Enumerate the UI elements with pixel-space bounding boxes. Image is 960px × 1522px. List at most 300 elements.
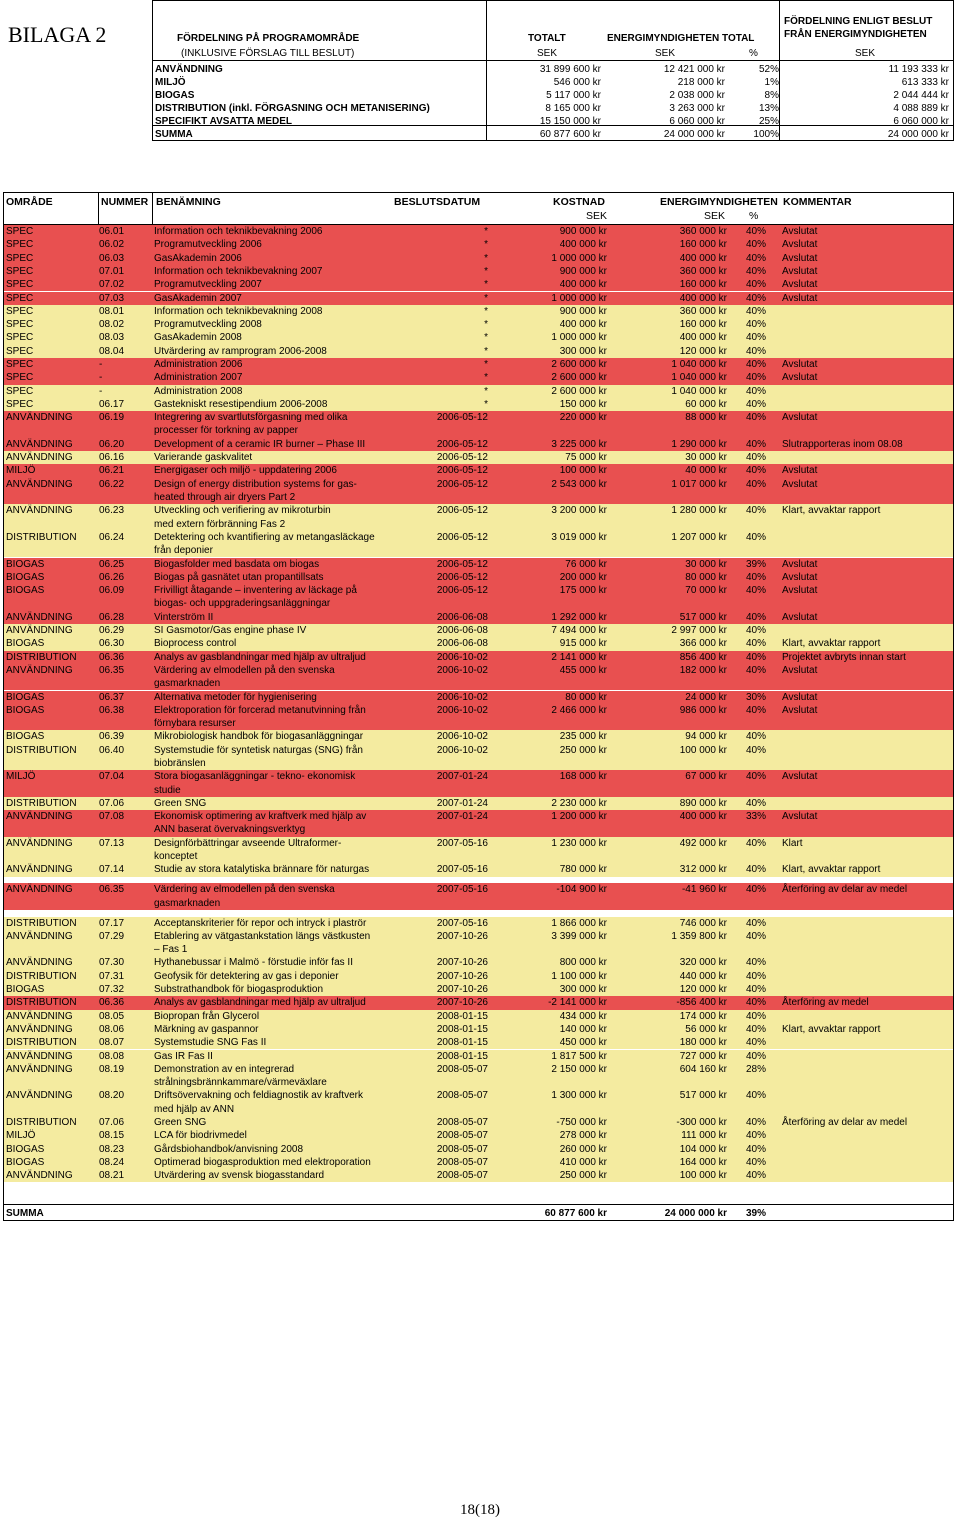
- table-row: [4, 1036, 953, 1049]
- row-energi: 400 000 kr: [679, 332, 727, 344]
- row-kostnad: 1 000 000 kr: [551, 252, 607, 264]
- summary-row-total: 8 165 000 kr: [545, 103, 601, 114]
- row-omrade: ANVÄNDNING: [6, 957, 73, 969]
- row-energi: 727 000 kr: [679, 1050, 727, 1062]
- row-nummer: 06.19: [99, 412, 125, 424]
- table-row: [4, 1143, 953, 1156]
- table-row: [4, 704, 953, 731]
- table-row: [4, 810, 953, 837]
- summary-unit-pct: %: [749, 48, 758, 59]
- row-omrade: MILJÖ: [6, 465, 36, 477]
- row-beslutsdatum: 2006-05-12: [436, 505, 488, 517]
- row-pct: 40%: [745, 664, 766, 676]
- col-kommentar-header: KOMMENTAR: [783, 196, 852, 208]
- row-benamning: Administration 2007: [154, 372, 243, 384]
- row-energi: 94 000 kr: [685, 731, 727, 743]
- row-beslutsdatum: 2008-05-07: [436, 1063, 488, 1075]
- row-kommentar: Avslutat: [782, 811, 818, 823]
- row-pct: 40%: [745, 345, 766, 357]
- row-omrade: DISTRIBUTION: [6, 1037, 77, 1049]
- row-benamning-cont: strålningsbrännkammare/värmeväxlare: [154, 1077, 327, 1089]
- row-nummer: 07.30: [99, 957, 125, 969]
- table-row: [4, 883, 953, 910]
- row-kostnad: 220 000 kr: [559, 412, 607, 424]
- row-beslutsdatum: 2006-05-12: [436, 558, 488, 570]
- row-nummer: 07.06: [99, 1117, 125, 1128]
- summary-summa-energi: 24 000 000 kr: [663, 129, 725, 140]
- row-energi: 24 000 kr: [685, 691, 727, 703]
- row-omrade: ANVÄNDNING: [6, 478, 73, 490]
- row-kommentar: Avslutat: [782, 478, 818, 490]
- row-kostnad: 1 300 000 kr: [551, 1090, 607, 1102]
- summary-row-energi: 2 038 000 kr: [669, 90, 725, 101]
- row-omrade: ANVÄNDNING: [6, 1010, 73, 1022]
- row-nummer: 08.23: [99, 1143, 125, 1155]
- row-beslutsdatum: 2008-01-15: [436, 1023, 488, 1035]
- row-kommentar: Avslutat: [782, 691, 818, 703]
- row-omrade: DISTRIBUTION: [6, 651, 77, 663]
- row-pct: 40%: [745, 1130, 766, 1142]
- row-omrade: ANVÄNDNING: [6, 811, 73, 823]
- row-energi: 104 000 kr: [679, 1143, 727, 1155]
- row-pct: 40%: [745, 970, 766, 982]
- row-kommentar: Återföring av medel: [782, 997, 869, 1009]
- table-row: [4, 225, 953, 238]
- row-pct: 40%: [745, 279, 766, 291]
- row-beslutsdatum: 2006-06-08: [436, 638, 488, 650]
- table-row: [4, 917, 953, 930]
- row-energi: 70 000 kr: [685, 585, 727, 597]
- row-pct: 40%: [745, 571, 766, 583]
- row-pct: 40%: [745, 531, 766, 543]
- row-beslutsdatum: 2008-01-15: [436, 1050, 488, 1062]
- row-omrade: SPEC: [6, 239, 34, 251]
- table-row: [4, 252, 953, 265]
- summary-summa-pct: 100%: [753, 129, 779, 140]
- row-pct: 39%: [745, 558, 766, 570]
- row-benamning: Utveckling och verifiering av mikroturbin: [154, 505, 331, 517]
- row-kostnad: 100 000 kr: [559, 465, 607, 477]
- row-kostnad: 140 000 kr: [559, 1023, 607, 1035]
- row-kostnad: 410 000 kr: [559, 1156, 607, 1168]
- table-row: [4, 558, 953, 571]
- row-beslutsdatum: 2006-05-12: [436, 412, 488, 424]
- row-benamning: Design of energy distribution systems for gas-: [154, 478, 357, 490]
- row-omrade: DISTRIBUTION: [6, 997, 77, 1009]
- summary-unit-energi: SEK: [655, 48, 676, 59]
- row-energi: 120 000 kr: [679, 345, 727, 357]
- row-energi: 174 000 kr: [679, 1010, 727, 1022]
- row-nummer: 08.24: [99, 1156, 125, 1168]
- row-pct: 30%: [745, 691, 766, 703]
- row-benamning: Hythanebussar i Malmö - förstudie inför fas II: [154, 957, 353, 969]
- row-benamning: Bioprocess control: [154, 638, 237, 650]
- row-omrade: ANVÄNDNING: [6, 884, 73, 896]
- row-omrade: SPEC: [6, 319, 34, 331]
- row-pct: 40%: [745, 638, 766, 650]
- row-benamning: Gas IR Fas II: [154, 1050, 213, 1062]
- row-beslutsdatum: *: [484, 359, 488, 370]
- row-benamning: Utvärdering av ramprogram 2006-2008: [154, 345, 327, 357]
- row-omrade: SPEC: [6, 359, 34, 370]
- table-row: [4, 278, 953, 291]
- row-energi: 100 000 kr: [679, 1170, 727, 1182]
- row-omrade: ANVÄNDNING: [6, 930, 73, 942]
- row-beslutsdatum: 2006-06-08: [436, 611, 488, 623]
- row-beslutsdatum: 2006-10-02: [436, 651, 488, 663]
- row-benamning: Biogas på gasnätet utan propantillsats: [154, 571, 324, 583]
- row-benamning: Driftsövervakning och feldiagnostik av kraftverk: [154, 1090, 363, 1102]
- row-benamning: Märkning av gaspannor: [154, 1023, 259, 1035]
- row-omrade: BIOGAS: [6, 638, 45, 650]
- row-omrade: DISTRIBUTION: [6, 744, 77, 756]
- row-omrade: BIOGAS: [6, 1156, 45, 1168]
- row-beslutsdatum: 2008-01-15: [436, 1010, 488, 1022]
- row-benamning: Programutveckling 2008: [154, 319, 262, 331]
- row-kostnad: 400 000 kr: [559, 319, 607, 331]
- table-row: [4, 438, 953, 451]
- row-beslutsdatum: 2008-05-07: [436, 1156, 488, 1168]
- row-beslutsdatum: *: [484, 239, 488, 251]
- row-energi: 160 000 kr: [679, 319, 727, 331]
- row-nummer: 06.23: [99, 505, 125, 517]
- row-nummer: 06.03: [99, 252, 125, 264]
- row-nummer: 08.07: [99, 1037, 125, 1049]
- summary-row-total: 5 117 000 kr: [546, 90, 601, 101]
- table-row: [4, 637, 953, 650]
- row-beslutsdatum: 2006-05-12: [436, 438, 488, 450]
- row-kommentar: Avslutat: [782, 465, 818, 477]
- row-pct: 40%: [745, 984, 766, 995]
- row-pct: 40%: [745, 651, 766, 663]
- row-beslutsdatum: 2007-10-26: [436, 930, 488, 942]
- row-kommentar: Klart, avvaktar rapport: [782, 1023, 881, 1035]
- row-nummer: 08.02: [99, 319, 125, 331]
- table-row: [4, 464, 953, 477]
- row-nummer: 06.38: [99, 704, 125, 716]
- row-energi: 40 000 kr: [685, 465, 727, 477]
- row-beslutsdatum: 2007-01-24: [436, 797, 488, 809]
- row-benamning: Demonstration av en integrerad: [154, 1063, 295, 1075]
- row-omrade: DISTRIBUTION: [6, 797, 77, 809]
- table-row: [4, 345, 953, 358]
- row-nummer: 07.02: [99, 279, 125, 291]
- row-pct: 40%: [745, 704, 766, 716]
- table-row: [4, 611, 953, 624]
- row-nummer: 08.05: [99, 1010, 125, 1022]
- row-energi: 1 280 000 kr: [671, 505, 727, 517]
- row-nummer: 06.01: [99, 226, 125, 237]
- table-row: [4, 1050, 953, 1063]
- row-omrade: ANVÄNDNING: [6, 611, 73, 623]
- row-beslutsdatum: *: [484, 292, 488, 304]
- row-energi: 1 017 000 kr: [671, 478, 727, 490]
- row-energi: 160 000 kr: [679, 279, 727, 291]
- row-nummer: 06.35: [99, 884, 125, 896]
- row-kostnad: 450 000 kr: [559, 1037, 607, 1049]
- summary-row-label: ANVÄNDNING: [155, 64, 223, 75]
- row-kommentar: Avslutat: [782, 226, 818, 237]
- row-energi: 60 000 kr: [685, 398, 727, 410]
- row-pct: 40%: [745, 452, 766, 464]
- row-pct: 28%: [745, 1063, 766, 1075]
- row-beslutsdatum: *: [484, 332, 488, 344]
- row-nummer: -: [99, 385, 103, 397]
- row-kostnad: 2 466 000 kr: [551, 704, 607, 716]
- table-row: [4, 996, 953, 1009]
- row-beslutsdatum: 2006-05-12: [436, 478, 488, 490]
- row-nummer: 06.37: [99, 691, 125, 703]
- row-benamning: Integrering av svartlutsförgasning med olika: [154, 412, 348, 424]
- row-benamning: Designförbättringar avseende Ultraformer-: [154, 837, 342, 849]
- row-kostnad: 455 000 kr: [559, 664, 607, 676]
- row-benamning: Acceptanskriterier för repor och intryck i plaströr: [154, 917, 367, 929]
- summary-row-ford: 6 060 000 kr: [893, 116, 949, 127]
- summary-unit-ford: SEK: [855, 48, 876, 59]
- row-kostnad: 900 000 kr: [559, 305, 607, 317]
- table-row: [4, 744, 953, 771]
- row-benamning: Gastekniskt resestipendium 2006-2008: [154, 398, 328, 410]
- row-pct: 40%: [745, 226, 766, 237]
- row-nummer: 08.20: [99, 1090, 125, 1102]
- row-nummer: 07.01: [99, 265, 125, 277]
- table-row: [4, 837, 953, 864]
- summary-header-fordelning-2: FRÅN ENERGIMYNDIGHETEN: [784, 29, 927, 40]
- row-pct: 40%: [745, 305, 766, 317]
- row-benamning: Alternativa metoder för hygienisering: [154, 691, 317, 703]
- summary-row-pct: 52%: [758, 64, 779, 75]
- row-nummer: 08.03: [99, 332, 125, 344]
- row-kostnad: 250 000 kr: [559, 1170, 607, 1182]
- row-pct: 33%: [745, 811, 766, 823]
- row-nummer: -: [99, 359, 103, 370]
- table-row: [4, 504, 953, 531]
- row-beslutsdatum: 2008-05-07: [436, 1090, 488, 1102]
- row-omrade: SPEC: [6, 398, 34, 410]
- row-kommentar: Avslutat: [782, 585, 818, 597]
- row-omrade: SPEC: [6, 279, 34, 291]
- summa-label: SUMMA: [6, 1208, 44, 1219]
- summary-row-ford: 613 333 kr: [901, 77, 949, 88]
- row-benamning: Varierande gaskvalitet: [154, 452, 253, 464]
- row-energi: 182 000 kr: [679, 664, 727, 676]
- row-omrade: ANVÄNDNING: [6, 837, 73, 849]
- row-kostnad: -2 141 000 kr: [548, 997, 607, 1009]
- row-benamning: Ekonomisk optimering av kraftverk med hjälp av: [154, 811, 367, 823]
- row-energi: 1 207 000 kr: [671, 531, 727, 543]
- row-benamning: Analys av gasblandningar med hjälp av ultraljud: [154, 651, 366, 663]
- row-benamning: Studie av stora katalytiska brännare för naturgas: [154, 864, 370, 876]
- summary-header-fordelning-1: FÖRDELNING ENLIGT BESLUT: [784, 16, 933, 27]
- row-pct: 40%: [745, 771, 766, 783]
- row-pct: 40%: [745, 265, 766, 277]
- row-omrade: SPEC: [6, 385, 34, 397]
- row-benamning: GasAkademin 2006: [154, 252, 242, 264]
- row-energi: 517 000 kr: [679, 1090, 727, 1102]
- col-pct-unit: %: [749, 210, 759, 222]
- row-omrade: DISTRIBUTION: [6, 1117, 77, 1128]
- row-beslutsdatum: 2006-05-12: [436, 465, 488, 477]
- row-nummer: 08.19: [99, 1063, 125, 1075]
- table-row: [4, 863, 953, 876]
- table-row: [4, 292, 953, 305]
- row-energi: 440 000 kr: [679, 970, 727, 982]
- row-kommentar: Avslutat: [782, 571, 818, 583]
- row-energi: 56 000 kr: [685, 1023, 727, 1035]
- row-kostnad: 2 141 000 kr: [551, 651, 607, 663]
- row-pct: 40%: [745, 957, 766, 969]
- row-nummer: 06.24: [99, 531, 125, 543]
- row-energi: 986 000 kr: [679, 704, 727, 716]
- row-beslutsdatum: 2006-06-08: [436, 625, 488, 636]
- row-beslutsdatum: 2007-10-26: [436, 997, 488, 1009]
- row-beslutsdatum: 2007-10-26: [436, 957, 488, 969]
- row-beslutsdatum: *: [484, 279, 488, 291]
- summary-row-ford: 11 193 333 kr: [888, 64, 949, 75]
- row-pct: 40%: [745, 837, 766, 849]
- summa-pct: 39%: [745, 1208, 766, 1219]
- row-energi: 312 000 kr: [679, 864, 727, 876]
- row-benamning: Optimerad biogasproduktion med elektroporation: [154, 1156, 371, 1168]
- row-pct: 40%: [745, 1156, 766, 1168]
- row-kostnad: 1 000 000 kr: [551, 292, 607, 304]
- row-kostnad: 260 000 kr: [559, 1143, 607, 1155]
- row-kostnad: 168 000 kr: [559, 771, 607, 783]
- table-row: [4, 411, 953, 438]
- row-beslutsdatum: 2008-05-07: [436, 1143, 488, 1155]
- row-pct: 40%: [745, 1117, 766, 1128]
- row-kommentar: Klart, avvaktar rapport: [782, 505, 881, 517]
- table-row: [4, 451, 953, 464]
- row-kostnad: 800 000 kr: [559, 957, 607, 969]
- summary-header-note: (INKLUSIVE FÖRSLAG TILL BESLUT): [181, 48, 355, 59]
- row-pct: 40%: [745, 372, 766, 384]
- row-energi: 320 000 kr: [679, 957, 727, 969]
- row-beslutsdatum: 2006-05-12: [436, 585, 488, 597]
- row-pct: 40%: [745, 611, 766, 623]
- row-kostnad: 400 000 kr: [559, 239, 607, 251]
- row-benamning: Information och teknikbevakning 2006: [154, 226, 323, 237]
- row-kommentar: Avslutat: [782, 412, 818, 424]
- table-row: [4, 1116, 953, 1129]
- row-omrade: SPEC: [6, 226, 34, 237]
- row-nummer: 06.35: [99, 664, 125, 676]
- row-nummer: 06.16: [99, 452, 125, 464]
- row-benamning-cont: konceptet: [154, 851, 198, 863]
- row-kommentar: Återföring av delar av medel: [782, 884, 908, 896]
- row-kostnad: 150 000 kr: [559, 398, 607, 410]
- row-omrade: DISTRIBUTION: [6, 531, 77, 543]
- row-benamning: Biogasfolder med basdata om biogas: [154, 558, 320, 570]
- col-kostnad-header: KOSTNAD: [553, 196, 605, 208]
- row-benamning: Detektering och kvantifiering av metangasläckage: [154, 531, 375, 543]
- row-beslutsdatum: *: [484, 372, 488, 384]
- row-omrade: BIOGAS: [6, 558, 45, 570]
- row-energi: -41 960 kr: [681, 884, 727, 896]
- row-benamning-cont: ANN baserat övervakningsverktyg: [154, 824, 306, 836]
- row-kommentar: Klart, avvaktar rapport: [782, 864, 881, 876]
- row-omrade: SPEC: [6, 265, 34, 277]
- row-nummer: 07.06: [99, 797, 125, 809]
- row-benamning: Administration 2008: [154, 385, 243, 397]
- table-row: [4, 398, 953, 411]
- row-pct: 40%: [745, 744, 766, 756]
- row-benamning: Geofysik för detektering av gas i deponier: [154, 970, 339, 982]
- row-kostnad: 300 000 kr: [559, 984, 607, 995]
- row-beslutsdatum: *: [484, 319, 488, 331]
- row-kostnad: -750 000 kr: [556, 1117, 607, 1128]
- row-omrade: BIOGAS: [6, 691, 45, 703]
- row-kostnad: 434 000 kr: [559, 1010, 607, 1022]
- table-row: [4, 1169, 953, 1182]
- col-nummer-header: NUMMER: [101, 196, 149, 208]
- summary-row-ford: 2 044 444 kr: [893, 90, 949, 101]
- table-row: [4, 1063, 953, 1090]
- row-energi: 604 160 kr: [679, 1063, 727, 1075]
- row-energi: 164 000 kr: [679, 1156, 727, 1168]
- row-benamning: Värdering av elmodellen på den svenska: [154, 884, 335, 896]
- row-nummer: 07.04: [99, 771, 125, 783]
- row-beslutsdatum: *: [484, 385, 488, 397]
- row-pct: 40%: [745, 505, 766, 517]
- row-nummer: 06.39: [99, 731, 125, 743]
- row-pct: 40%: [745, 478, 766, 490]
- row-kostnad: 7 494 000 kr: [551, 625, 607, 636]
- row-energi: 746 000 kr: [679, 917, 727, 929]
- row-benamning: SI Gasmotor/Gas engine phase IV: [154, 625, 307, 636]
- row-kostnad: 900 000 kr: [559, 265, 607, 277]
- row-kostnad: 1 866 000 kr: [551, 917, 607, 929]
- row-nummer: 07.03: [99, 292, 125, 304]
- row-kostnad: 80 000 kr: [565, 691, 607, 703]
- summary-table: [152, 0, 954, 141]
- table-row: [4, 358, 953, 371]
- row-nummer: 06.36: [99, 997, 125, 1009]
- row-kostnad: 915 000 kr: [559, 638, 607, 650]
- row-energi: 160 000 kr: [679, 239, 727, 251]
- row-beslutsdatum: *: [484, 398, 488, 410]
- row-benamning: Utvärdering av svensk biogasstandard: [154, 1170, 325, 1182]
- row-nummer: -: [99, 372, 103, 384]
- row-benamning: Systemstudie SNG Fas II: [154, 1037, 267, 1049]
- row-kostnad: 3 019 000 kr: [551, 531, 607, 543]
- row-omrade: ANVÄNDNING: [6, 1050, 73, 1062]
- row-energi: 80 000 kr: [685, 571, 727, 583]
- row-energi: -856 400 kr: [676, 997, 727, 1009]
- row-beslutsdatum: *: [484, 305, 488, 317]
- row-benamning: GasAkademin 2008: [154, 332, 242, 344]
- row-energi: 360 000 kr: [679, 265, 727, 277]
- summary-row-pct: 25%: [758, 116, 779, 127]
- row-energi: 88 000 kr: [685, 412, 727, 424]
- row-kommentar: Avslutat: [782, 239, 818, 251]
- col-omrade-header: OMRÅDE: [6, 196, 53, 208]
- summary-row-pct: 13%: [758, 103, 779, 114]
- row-kostnad: 300 000 kr: [559, 345, 607, 357]
- row-energi: 492 000 kr: [679, 837, 727, 849]
- row-beslutsdatum: 2006-10-02: [436, 691, 488, 703]
- row-benamning-cont: biobränslen: [154, 757, 206, 769]
- row-benamning: GasAkademin 2007: [154, 292, 242, 304]
- row-omrade: BIOGAS: [6, 571, 45, 583]
- row-energi: 360 000 kr: [679, 226, 727, 237]
- table-row: [4, 531, 953, 558]
- row-pct: 40%: [745, 1050, 766, 1062]
- row-pct: 40%: [745, 1037, 766, 1049]
- row-kommentar: Avslutat: [782, 265, 818, 277]
- row-beslutsdatum: *: [484, 345, 488, 357]
- row-benamning: Gårdsbiohandbok/anvisning 2008: [154, 1143, 303, 1155]
